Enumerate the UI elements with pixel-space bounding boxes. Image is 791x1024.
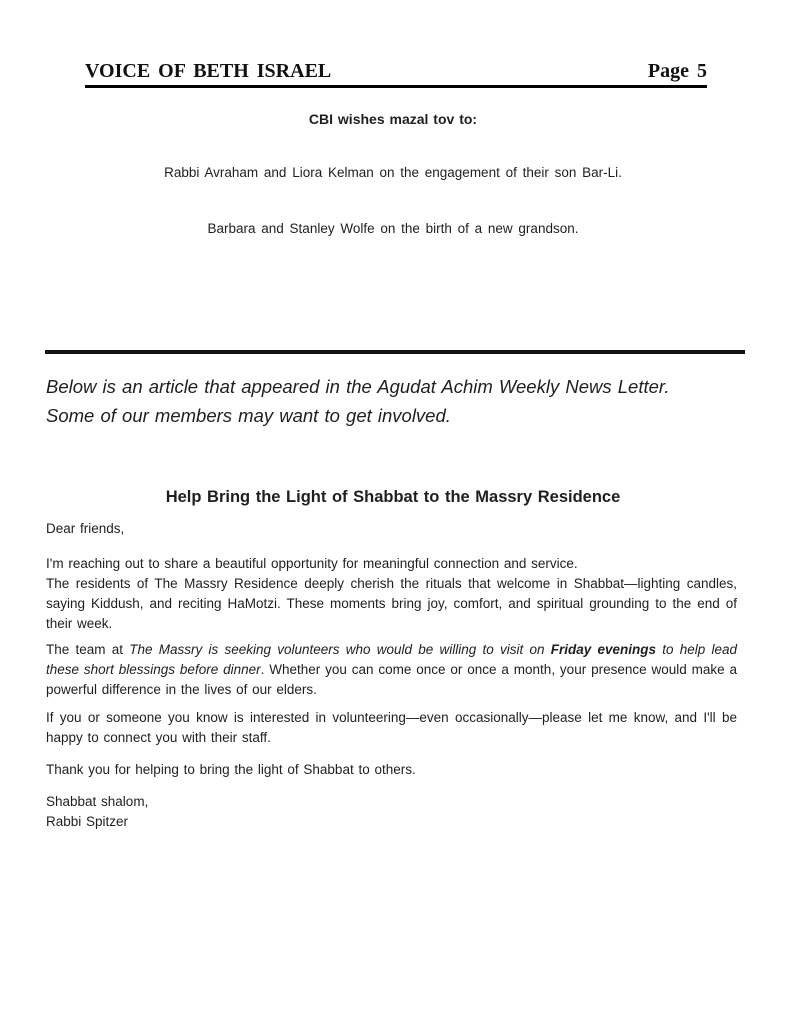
- article-intro-line: Some of our members may want to get involved.: [46, 405, 451, 426]
- mazal-tov-item: Rabbi Avraham and Liora Kelman on the engagement of their son Bar-Li.: [164, 165, 622, 180]
- paragraph-contact: If you or someone you know is interested in volunteering—even occasionally—please let me know, and I'll be happy to connect you with their staff.: [46, 710, 737, 745]
- paragraph-thanks: Thank you for helping to bring the light of Shabbat to others.: [46, 762, 416, 777]
- newsletter-title: VOICE OF BETH ISRAEL: [85, 60, 332, 82]
- article-intro: [46, 372, 746, 430]
- page-number: Page 5: [647, 60, 707, 82]
- paragraph-volunteers: The team at The Massry is seeking volunteers who would be willing to visit on Friday evenings to help lead these short blessings before dinner. Whether you can come once or once a month, your presence would make a powerful difference in the lives of our elders.: [46, 642, 737, 697]
- page-header: [85, 60, 707, 88]
- article-body: [46, 519, 737, 832]
- salutation: Dear friends,: [46, 521, 125, 536]
- section-divider: [45, 350, 745, 354]
- paragraph-opportunity: [46, 554, 737, 634]
- mazal-tov-item: Barbara and Stanley Wolfe on the birth of a new grandson.: [207, 221, 579, 236]
- paragraph-line: I'm reaching out to share a beautiful opportunity for meaningful connection and service.: [46, 556, 578, 571]
- mazal-tov-heading: CBI wishes mazal tov to:: [308, 111, 478, 127]
- article-intro-line: Below is an article that appeared in the Agudat Achim Weekly News Letter.: [46, 376, 670, 397]
- closing: Shabbat shalom,: [46, 794, 149, 809]
- paragraph-line: The residents of The Massry Residence deeply cherish the rituals that welcome in Shabbat—lighting candles, saying Kiddush, and reciting HaMotzi. These moments bring joy, comfort, and spiritual grounding to the end of their week.: [46, 576, 737, 631]
- signature: Rabbi Spitzer: [46, 814, 129, 829]
- article-title: Help Bring the Light of Shabbat to the Massry Residence: [165, 488, 621, 506]
